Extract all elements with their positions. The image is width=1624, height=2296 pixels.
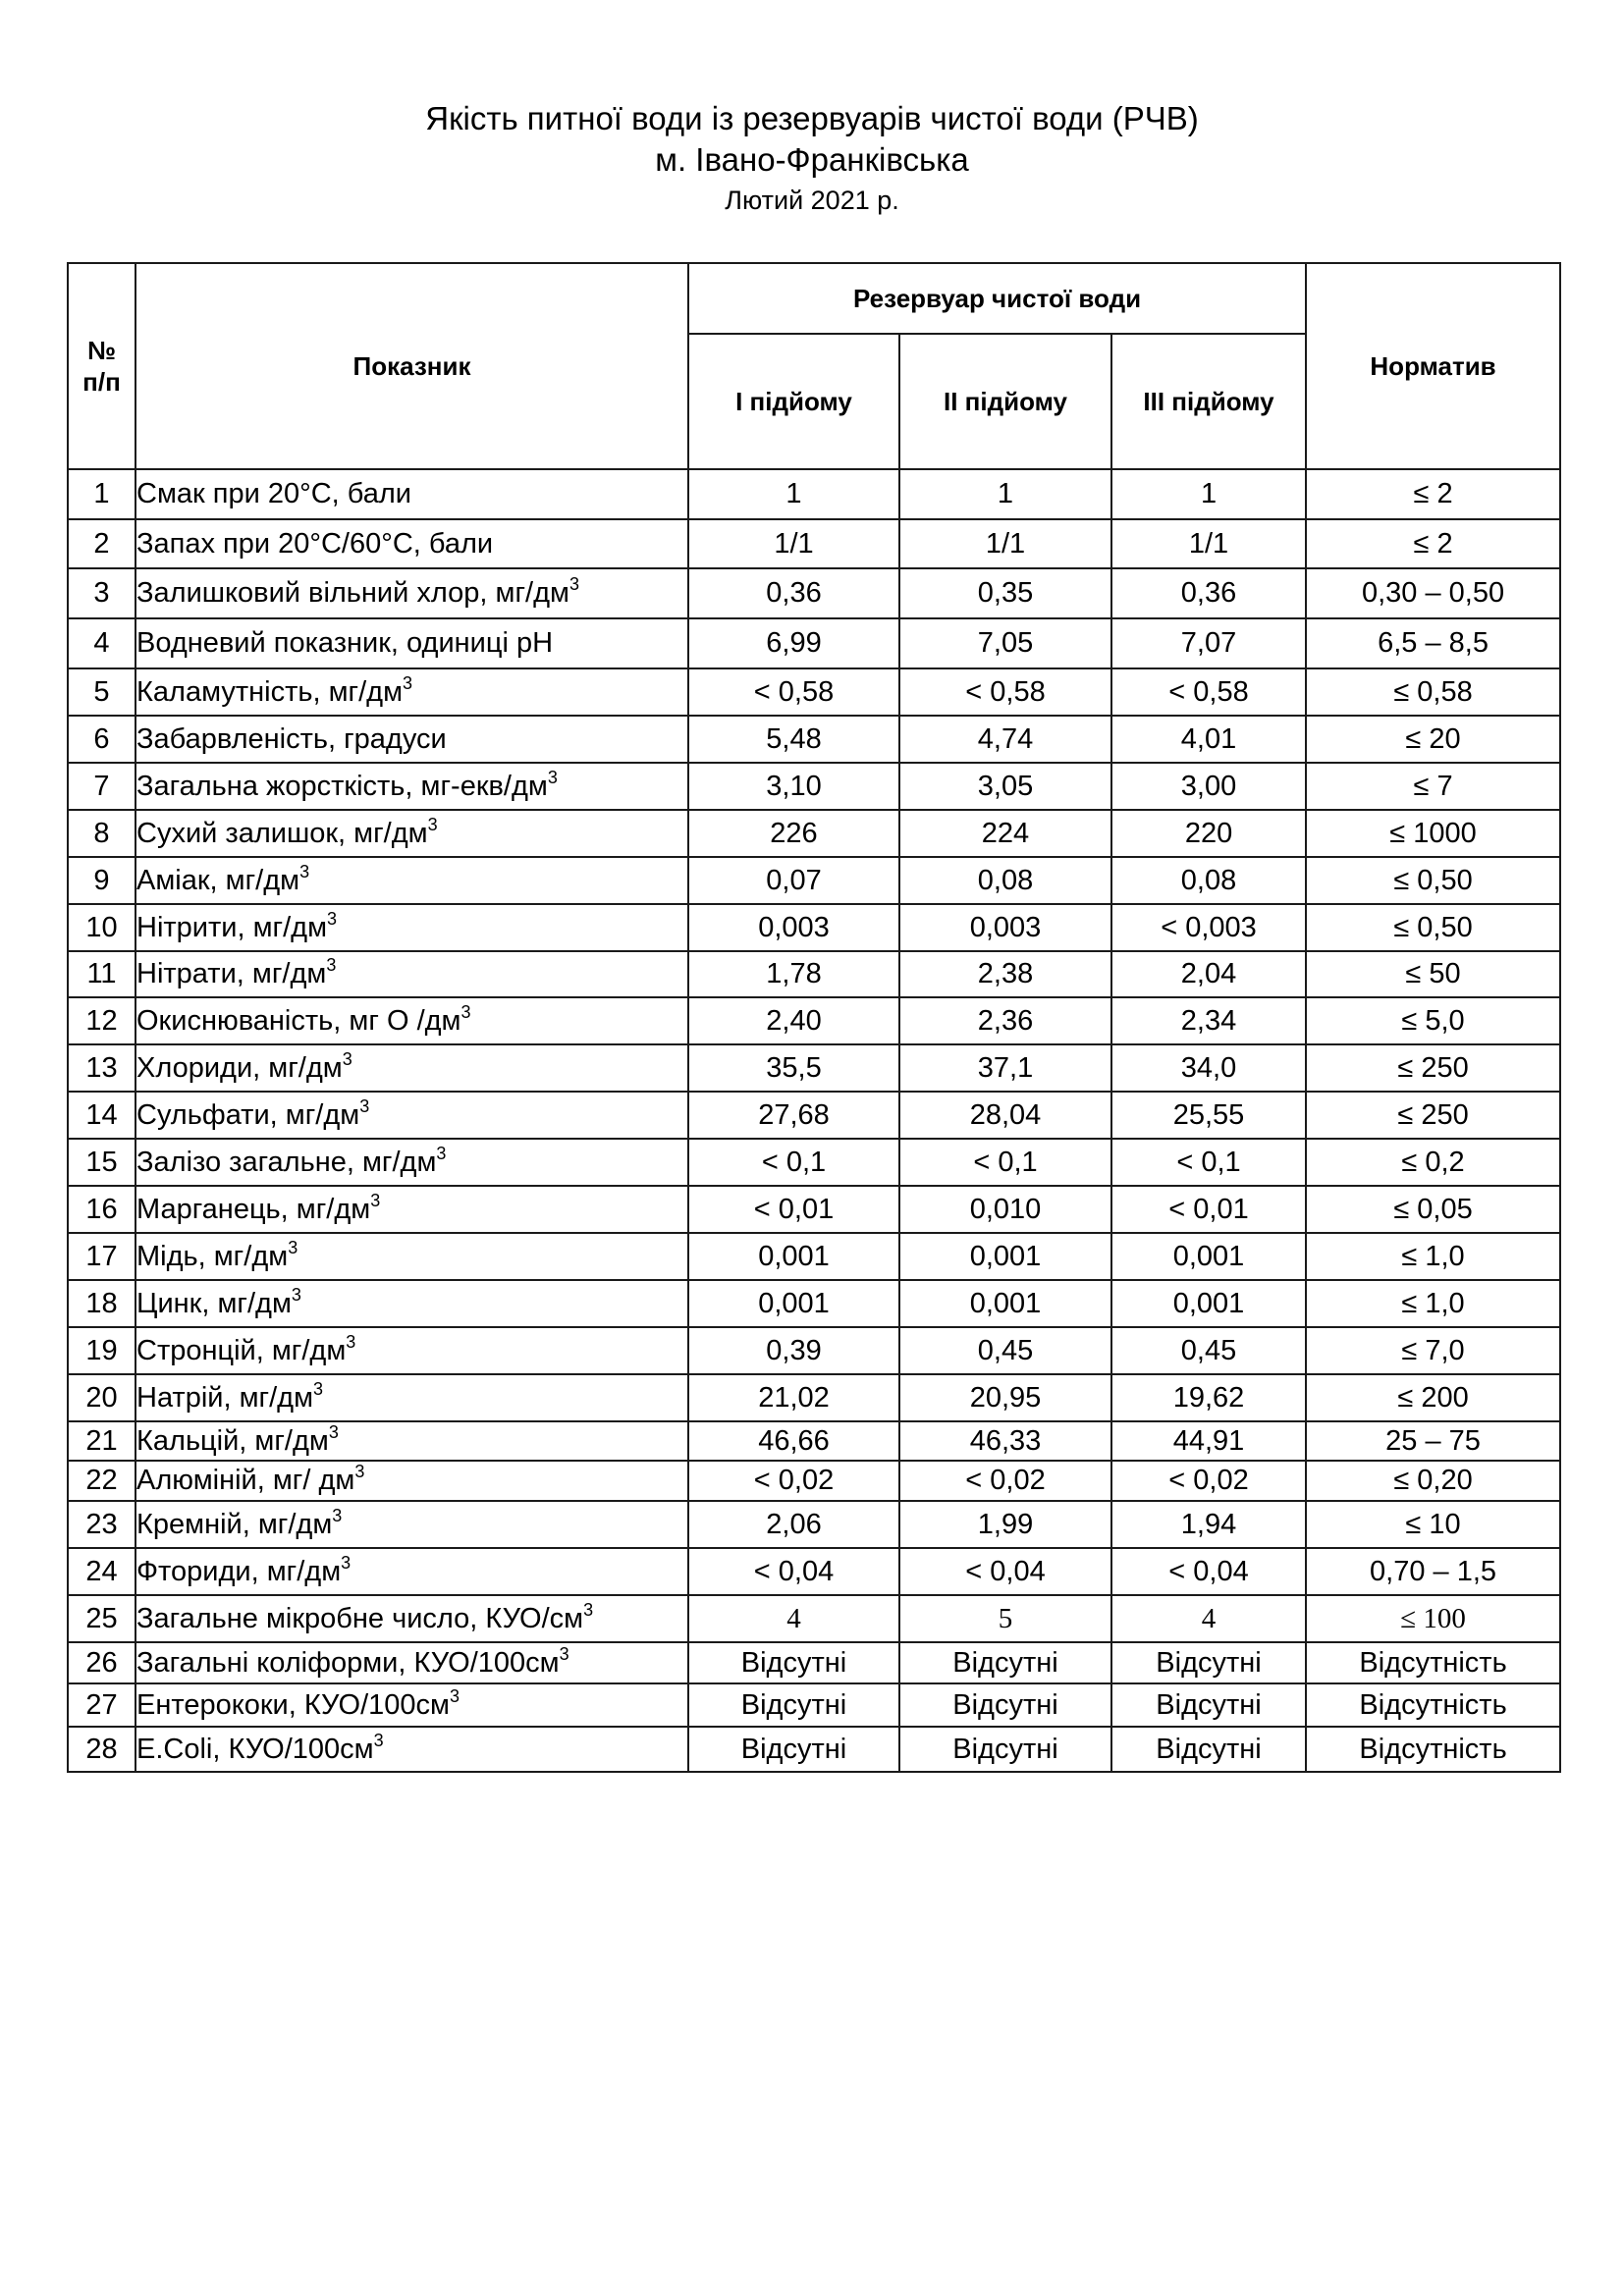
unit-superscript: 3 [568,574,579,594]
value-rise-1: < 0,02 [688,1461,899,1501]
value-rise-3: 0,001 [1111,1233,1306,1280]
value-rise-1: 1/1 [688,519,899,568]
header-reservoir-group: Резервуар чистої води [688,263,1306,334]
value-rise-2: 20,95 [899,1374,1111,1421]
value-rise-1: 2,06 [688,1501,899,1548]
value-rise-2: 7,05 [899,618,1111,668]
norm-value: ≤ 20 [1306,716,1560,763]
title-main: Якість питної води із резервуарів чистої води (РЧВ) [425,100,1199,136]
header-norm: Норматив [1306,263,1560,469]
table-row [68,1642,1560,1683]
table-row [68,1595,1560,1642]
table-row [68,1139,1560,1186]
value-rise-3: Відсутні [1111,1727,1306,1772]
value-rise-1: < 0,58 [688,668,899,716]
value-rise-3: 25,55 [1111,1092,1306,1139]
indicator-label: Водневий показник, одиниці pH [136,627,554,659]
value-rise-1: < 0,04 [688,1548,899,1595]
value-rise-1: 46,66 [688,1421,899,1461]
row-number: 7 [68,763,135,810]
indicator-label: Сухий залишок, мг/дм [136,817,428,849]
value-rise-2: 3,05 [899,763,1111,810]
value-rise-2: 0,08 [899,857,1111,904]
value-rise-3: < 0,1 [1111,1139,1306,1186]
unit-superscript: 3 [313,1378,324,1399]
value-rise-1: 6,99 [688,618,899,668]
norm-value: Відсутність [1306,1683,1560,1727]
indicator-label: Аміак, мг/дм [136,864,300,896]
table-row [68,1092,1560,1139]
indicator-label: Сульфати, мг/дм [136,1098,360,1131]
value-rise-3: 19,62 [1111,1374,1306,1421]
value-rise-1: 0,36 [688,568,899,618]
value-rise-3: 220 [1111,810,1306,857]
unit-superscript: 3 [346,1331,356,1352]
unit-superscript: 3 [436,1143,447,1163]
table-row [68,904,1560,951]
norm-value: ≤ 5,0 [1306,997,1560,1044]
value-rise-2: 1 [899,469,1111,519]
value-rise-2: Відсутні [899,1727,1111,1772]
indicator-label: Залишковий вільний хлор, мг/дм [136,577,569,609]
title-period: Лютий 2021 р. [725,186,899,215]
table-body [68,469,1560,1772]
indicator-name [135,1092,688,1139]
row-number: 18 [68,1280,135,1327]
indicator-name [135,763,688,810]
table-row [68,1683,1560,1727]
value-rise-3: < 0,02 [1111,1461,1306,1501]
indicator-name [135,997,688,1044]
value-rise-1: 21,02 [688,1374,899,1421]
indicator-label: Натрій, мг/дм [136,1381,314,1414]
table-row [68,519,1560,568]
norm-value: ≤ 250 [1306,1092,1560,1139]
value-rise-3: 2,04 [1111,951,1306,997]
value-rise-3: < 0,04 [1111,1548,1306,1595]
norm-value: ≤ 0,05 [1306,1186,1560,1233]
indicator-label: Хлориди, мг/дм [136,1051,343,1084]
row-number: 16 [68,1186,135,1233]
row-number: 10 [68,904,135,951]
unit-superscript: 3 [373,1730,384,1750]
row-number: 26 [68,1642,135,1683]
norm-value: ≤ 0,50 [1306,904,1560,951]
value-rise-3: 0,08 [1111,857,1306,904]
norm-value: Відсутність [1306,1642,1560,1683]
value-rise-2: 46,33 [899,1421,1111,1461]
row-number: 27 [68,1683,135,1727]
table-row [68,618,1560,668]
indicator-label: Фториди, мг/дм [136,1555,342,1587]
table-row [68,810,1560,857]
table-row [68,668,1560,716]
value-rise-3: < 0,01 [1111,1186,1306,1233]
norm-value: 25 – 75 [1306,1421,1560,1461]
row-number: 19 [68,1327,135,1374]
value-rise-2: 224 [899,810,1111,857]
indicator-name [135,951,688,997]
table-row [68,1327,1560,1374]
indicator-label: Залізо загальне, мг/дм [136,1146,437,1178]
indicator-name [135,1683,688,1727]
value-rise-2: 1,99 [899,1501,1111,1548]
indicator-name [135,1233,688,1280]
unit-superscript: 3 [449,1685,460,1706]
row-number: 24 [68,1548,135,1595]
value-rise-3: Відсутні [1111,1683,1306,1727]
row-number: 14 [68,1092,135,1139]
value-rise-3: 4 [1111,1595,1306,1642]
value-rise-1: 0,07 [688,857,899,904]
value-rise-3: 0,001 [1111,1280,1306,1327]
unit-superscript: 3 [354,1462,365,1481]
unit-superscript: 3 [403,672,413,693]
value-rise-3: 1/1 [1111,519,1306,568]
value-rise-1: 0,001 [688,1280,899,1327]
norm-value: 6,5 – 8,5 [1306,618,1560,668]
value-rise-2: 28,04 [899,1092,1111,1139]
indicator-label: Каламутність, мг/дм [136,675,404,708]
table-row [68,469,1560,519]
indicator-name [135,1139,688,1186]
indicator-name [135,1501,688,1548]
indicator-label: Загальне мікробне число, КУО/см [136,1602,584,1634]
indicator-label: Запах при 20°С/60°С, бали [136,527,494,560]
value-rise-1: 226 [688,810,899,857]
norm-value: ≤ 100 [1306,1595,1560,1642]
title-city: м. Івано-Франківська [655,141,969,178]
value-rise-2: Відсутні [899,1642,1111,1683]
unit-superscript: 3 [460,1001,471,1022]
indicator-label: Загальна жорсткість, мг-екв/дм [136,770,548,802]
table-row [68,1374,1560,1421]
row-number: 1 [68,469,135,519]
unit-superscript: 3 [370,1190,381,1210]
value-rise-2: 4,74 [899,716,1111,763]
row-number: 13 [68,1044,135,1092]
table-row [68,1186,1560,1233]
indicator-label: Мідь, мг/дм [136,1240,289,1272]
header-col1: І підйому [688,334,899,469]
value-rise-3: 2,34 [1111,997,1306,1044]
unit-superscript: 3 [328,1421,339,1442]
unit-superscript: 3 [326,955,337,975]
header-number-label: № п/п [82,336,121,397]
row-number: 15 [68,1139,135,1186]
indicator-label: Цинк, мг/дм [136,1287,292,1319]
value-rise-2: 0,003 [899,904,1111,951]
indicator-name [135,1595,688,1642]
water-quality-table [67,262,1561,1773]
indicator-name [135,618,688,668]
value-rise-1: Відсутні [688,1642,899,1683]
unit-superscript: 3 [299,861,310,881]
row-number: 4 [68,618,135,668]
indicator-name [135,904,688,951]
indicator-name [135,1280,688,1327]
table-row [68,716,1560,763]
indicator-name [135,519,688,568]
value-rise-3: 1 [1111,469,1306,519]
table-row [68,1548,1560,1595]
norm-value: ≤ 0,58 [1306,668,1560,716]
unit-superscript: 3 [332,1505,343,1525]
unit-superscript: 3 [359,1095,370,1116]
value-rise-1: Відсутні [688,1727,899,1772]
value-rise-2: 2,38 [899,951,1111,997]
value-rise-1: 35,5 [688,1044,899,1092]
row-number: 25 [68,1595,135,1642]
indicator-name [135,716,688,763]
indicator-label: Марганець, мг/дм [136,1193,371,1225]
norm-value: ≤ 2 [1306,469,1560,519]
indicator-name [135,857,688,904]
indicator-label: Нітрати, мг/дм [136,958,327,989]
indicator-name [135,1186,688,1233]
value-rise-1: Відсутні [688,1683,899,1727]
value-rise-2: 0,35 [899,568,1111,618]
table-row [68,997,1560,1044]
value-rise-2: 0,001 [899,1280,1111,1327]
indicator-label: Стронцій, мг/дм [136,1334,347,1366]
value-rise-3: < 0,58 [1111,668,1306,716]
row-number: 5 [68,668,135,716]
unit-superscript: 3 [327,908,338,929]
norm-value: Відсутність [1306,1727,1560,1772]
norm-value: ≤ 0,50 [1306,857,1560,904]
row-number: 20 [68,1374,135,1421]
indicator-label: Окиснюваність, мг О /дм [136,1004,461,1037]
value-rise-3: 4,01 [1111,716,1306,763]
indicator-name [135,1461,688,1501]
value-rise-3: < 0,003 [1111,904,1306,951]
value-rise-1: 4 [688,1595,899,1642]
indicator-name [135,1044,688,1092]
row-number: 28 [68,1727,135,1772]
norm-value: 0,30 – 0,50 [1306,568,1560,618]
norm-value: 0,70 – 1,5 [1306,1548,1560,1595]
indicator-name [135,1374,688,1421]
value-rise-1: 1 [688,469,899,519]
unit-superscript: 3 [559,1643,569,1664]
value-rise-3: 0,45 [1111,1327,1306,1374]
row-number: 3 [68,568,135,618]
table-row [68,1280,1560,1327]
unit-superscript: 3 [427,814,438,834]
unit-superscript: 3 [288,1237,298,1257]
row-number: 12 [68,997,135,1044]
indicator-label: Кремній, мг/дм [136,1508,333,1540]
table-row [68,1044,1560,1092]
row-number: 21 [68,1421,135,1461]
indicator-name [135,469,688,519]
table-row [68,1233,1560,1280]
indicator-name [135,1642,688,1683]
document-title [0,98,1624,220]
norm-value: ≤ 1000 [1306,810,1560,857]
value-rise-1: 1,78 [688,951,899,997]
indicator-label: Загальні коліформи, КУО/100см [136,1646,560,1679]
value-rise-1: 0,001 [688,1233,899,1280]
indicator-label: Ентерококи, КУО/100см [136,1688,450,1721]
unit-superscript: 3 [291,1284,301,1305]
unit-superscript: 3 [583,1599,594,1620]
norm-value: ≤ 7 [1306,763,1560,810]
row-number: 23 [68,1501,135,1548]
value-rise-3: 0,36 [1111,568,1306,618]
value-rise-2: 0,010 [899,1186,1111,1233]
norm-value: ≤ 2 [1306,519,1560,568]
norm-value: ≤ 7,0 [1306,1327,1560,1374]
value-rise-2: < 0,58 [899,668,1111,716]
norm-value: ≤ 1,0 [1306,1280,1560,1327]
header-indicator: Показник [135,263,688,469]
value-rise-2: 37,1 [899,1044,1111,1092]
value-rise-2: < 0,02 [899,1461,1111,1501]
norm-value: ≤ 10 [1306,1501,1560,1548]
value-rise-3: 3,00 [1111,763,1306,810]
row-number: 2 [68,519,135,568]
norm-value: ≤ 1,0 [1306,1233,1560,1280]
value-rise-1: 5,48 [688,716,899,763]
table-row [68,568,1560,618]
value-rise-1: 3,10 [688,763,899,810]
value-rise-2: 0,001 [899,1233,1111,1280]
table-row [68,951,1560,997]
table-row [68,1461,1560,1501]
indicator-name [135,1421,688,1461]
table-row [68,763,1560,810]
indicator-name [135,668,688,716]
value-rise-1: 0,003 [688,904,899,951]
value-rise-2: Відсутні [899,1683,1111,1727]
table-row [68,1501,1560,1548]
row-number: 11 [68,951,135,997]
value-rise-1: < 0,01 [688,1186,899,1233]
norm-value: ≤ 0,2 [1306,1139,1560,1186]
unit-superscript: 3 [342,1048,352,1069]
value-rise-1: < 0,1 [688,1139,899,1186]
value-rise-3: 7,07 [1111,618,1306,668]
value-rise-3: 1,94 [1111,1501,1306,1548]
norm-value: ≤ 0,20 [1306,1461,1560,1501]
value-rise-3: Відсутні [1111,1642,1306,1683]
norm-value: ≤ 200 [1306,1374,1560,1421]
indicator-label: Забарвленість, градуси [136,722,447,755]
unit-superscript: 3 [547,767,558,787]
header-col2: ІІ підйому [899,334,1111,469]
indicator-name [135,810,688,857]
indicator-label: Кальцій, мг/дм [136,1424,329,1457]
table-row [68,1421,1560,1461]
indicator-name [135,568,688,618]
indicator-label: Алюміній, мг/ дм [136,1465,355,1496]
row-number: 22 [68,1461,135,1501]
value-rise-3: 34,0 [1111,1044,1306,1092]
value-rise-1: 2,40 [688,997,899,1044]
value-rise-1: 0,39 [688,1327,899,1374]
norm-value: ≤ 50 [1306,951,1560,997]
value-rise-2: < 0,1 [899,1139,1111,1186]
indicator-name [135,1727,688,1772]
row-number: 17 [68,1233,135,1280]
value-rise-2: 0,45 [899,1327,1111,1374]
indicator-name [135,1327,688,1374]
row-number: 6 [68,716,135,763]
value-rise-2: 2,36 [899,997,1111,1044]
value-rise-2: < 0,04 [899,1548,1111,1595]
indicator-label: Смак при 20°С, бали [136,478,411,509]
indicator-label: Нітрити, мг/дм [136,911,328,943]
row-number: 8 [68,810,135,857]
row-number: 9 [68,857,135,904]
norm-value: ≤ 250 [1306,1044,1560,1092]
unit-superscript: 3 [341,1552,352,1573]
indicator-label: E.Coli, КУО/100см [136,1733,374,1765]
indicator-name [135,1548,688,1595]
value-rise-2: 1/1 [899,519,1111,568]
header-number [68,263,135,469]
value-rise-1: 27,68 [688,1092,899,1139]
table-row [68,857,1560,904]
table-row [68,1727,1560,1772]
value-rise-2: 5 [899,1595,1111,1642]
header-col3: ІІІ підйому [1111,334,1306,469]
value-rise-3: 44,91 [1111,1421,1306,1461]
